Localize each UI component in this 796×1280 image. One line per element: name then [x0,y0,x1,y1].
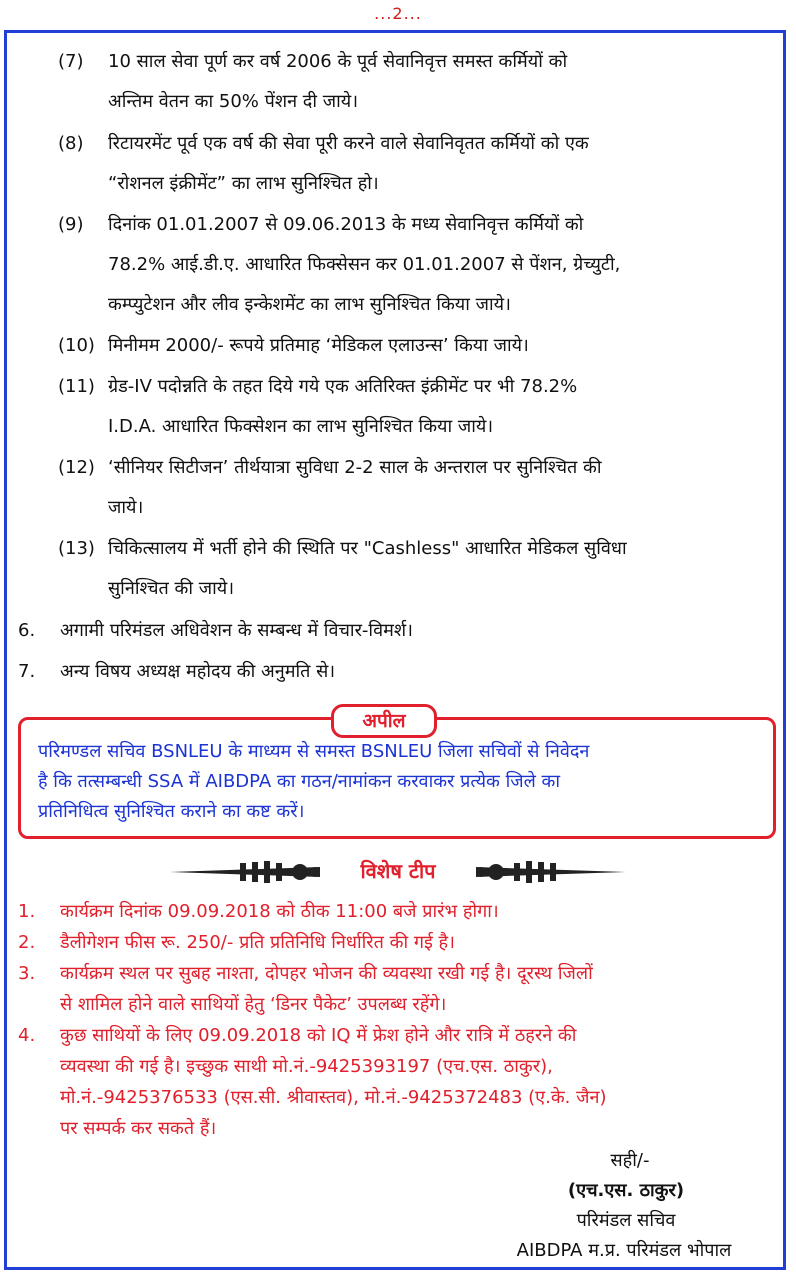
item-line: 10 साल सेवा पूर्ण कर वर्ष 2006 के पूर्व सेवानिवृत्त समस्त कर्मियों को [108,51,568,72]
note-line: कार्यक्रम दिनांक 09.09.2018 को ठीक 11:00 बजे प्रारंभ होगा। [60,901,499,922]
item-number: (13) [58,538,95,559]
appeal-line: है कि तत्सम्बन्धी SSA में AIBDPA का गठन/नामांकन करवाकर प्रत्येक जिले का [38,771,561,792]
note-line: मो.नं.-9425376533 (एस.सी. श्रीवास्तव), मो.नं.-9425372483 (ए.के. जैन) [60,1087,607,1108]
note-line: डैलीगेशन फीस रू. 250/- प्रति प्रतिनिधि निर्धारित की गई है। [60,932,455,953]
special-note-header [0,852,796,892]
item-number: (11) [58,376,95,397]
item-number: (12) [58,457,95,478]
note-line: व्यवस्था की गई है। इच्छुक साथी मो.नं.-9425393197 (एच.एस. ठाकुर), [60,1056,553,1077]
signatory-organization: AIBDPA म.प्र. परिमंडल भोपाल [516,1240,732,1261]
item-line: कम्प्युटेशन और लीव इन्केशमेंट का लाभ सुनिश्चित किया जाये। [108,294,511,315]
item-text: अगामी परिमंडल अधिवेशन के सम्बन्ध में विचार-विमर्श। [60,620,413,641]
note-number: 1. [18,901,36,922]
item-line: मिनीमम 2000/- रूपये प्रतिमाह ‘मेडिकल एलाउन्स’ किया जाये। [108,335,529,356]
left-ornament-icon [170,860,320,884]
note-number: 3. [18,963,36,984]
item-line: सुनिश्चित की जाये। [108,578,235,599]
appeal-line: प्रतिनिधित्व सुनिश्चित कराने का कष्ट करें। [38,801,305,822]
signature-mark: सही/- [610,1150,650,1171]
appeal-title: अपील [331,704,437,738]
item-number: 7. [18,661,36,682]
item-line: 78.2% आई.डी.ए. आधारित फिक्सेसन कर 01.01.2007 से पेंशन, ग्रेच्युटी, [108,254,621,275]
note-number: 4. [18,1025,36,1046]
item-text: अन्य विषय अध्यक्ष महोदय की अनुमति से। [60,661,336,682]
item-line: जाये। [108,497,144,518]
signatory-designation: परिमंडल सचिव [576,1210,676,1231]
item-line: I.D.A. आधारित फिक्सेशन का लाभ सुनिश्चित किया जाये। [108,416,494,437]
note-line: से शामिल होने वाले साथियों हेतु ‘डिनर पैकेट’ उपलब्ध रहेंगे। [60,994,447,1015]
item-line: “रोशनल इंक्रीमेंट” का लाभ सुनिश्चित हो। [108,173,379,194]
item-number: (10) [58,335,95,356]
item-number: (7) [58,51,84,72]
item-line: चिकित्सालय में भर्ती होने की स्थिति पर "Cashless" आधारित मेडिकल सुविधा [108,538,627,559]
note-line: पर सम्पर्क कर सकते हैं। [60,1118,217,1139]
appeal-line: परिमण्डल सचिव BSNLEU के माध्यम से समस्त BSNLEU जिला सचिवों से निवेदन [38,741,590,762]
item-line: दिनांक 01.01.2007 से 09.06.2013 के मध्य सेवानिवृत्त कर्मियों को [108,214,584,235]
signatory-name: (एच.एस. ठाकुर) [567,1180,685,1201]
right-ornament-icon [476,860,626,884]
item-line: ‘सीनियर सिटीजन’ तीर्थयात्रा सुविधा 2-2 साल के अन्तराल पर सुनिश्चित की [108,457,602,478]
appeal-text [38,737,756,827]
note-number: 2. [18,932,36,953]
item-line: अन्तिम वेतन का 50% पेंशन दी जाये। [108,91,359,112]
special-note-title: विशेष टीप [360,859,436,883]
item-line: ग्रेड-IV पदोन्नति के तहत दिये गये एक अतिरिक्त इंक्रीमेंट पर भी 78.2% [108,376,578,397]
item-number: (9) [58,214,84,235]
item-number: 6. [18,620,36,641]
page-number: ...2... [374,4,422,23]
note-line: कार्यक्रम स्थल पर सुबह नाश्ता, दोपहर भोजन की व्यवस्था रखी गई है। दूरस्थ जिलों [60,963,593,984]
item-number: (8) [58,133,84,154]
note-line: कुछ साथियों के लिए 09.09.2018 को IQ में फ्रेश होने और रात्रि में ठहरने की [60,1025,577,1046]
item-line: रिटायरमेंट पूर्व एक वर्ष की सेवा पूरी करने वाले सेवानिवृतत कर्मियों को एक [108,133,589,154]
